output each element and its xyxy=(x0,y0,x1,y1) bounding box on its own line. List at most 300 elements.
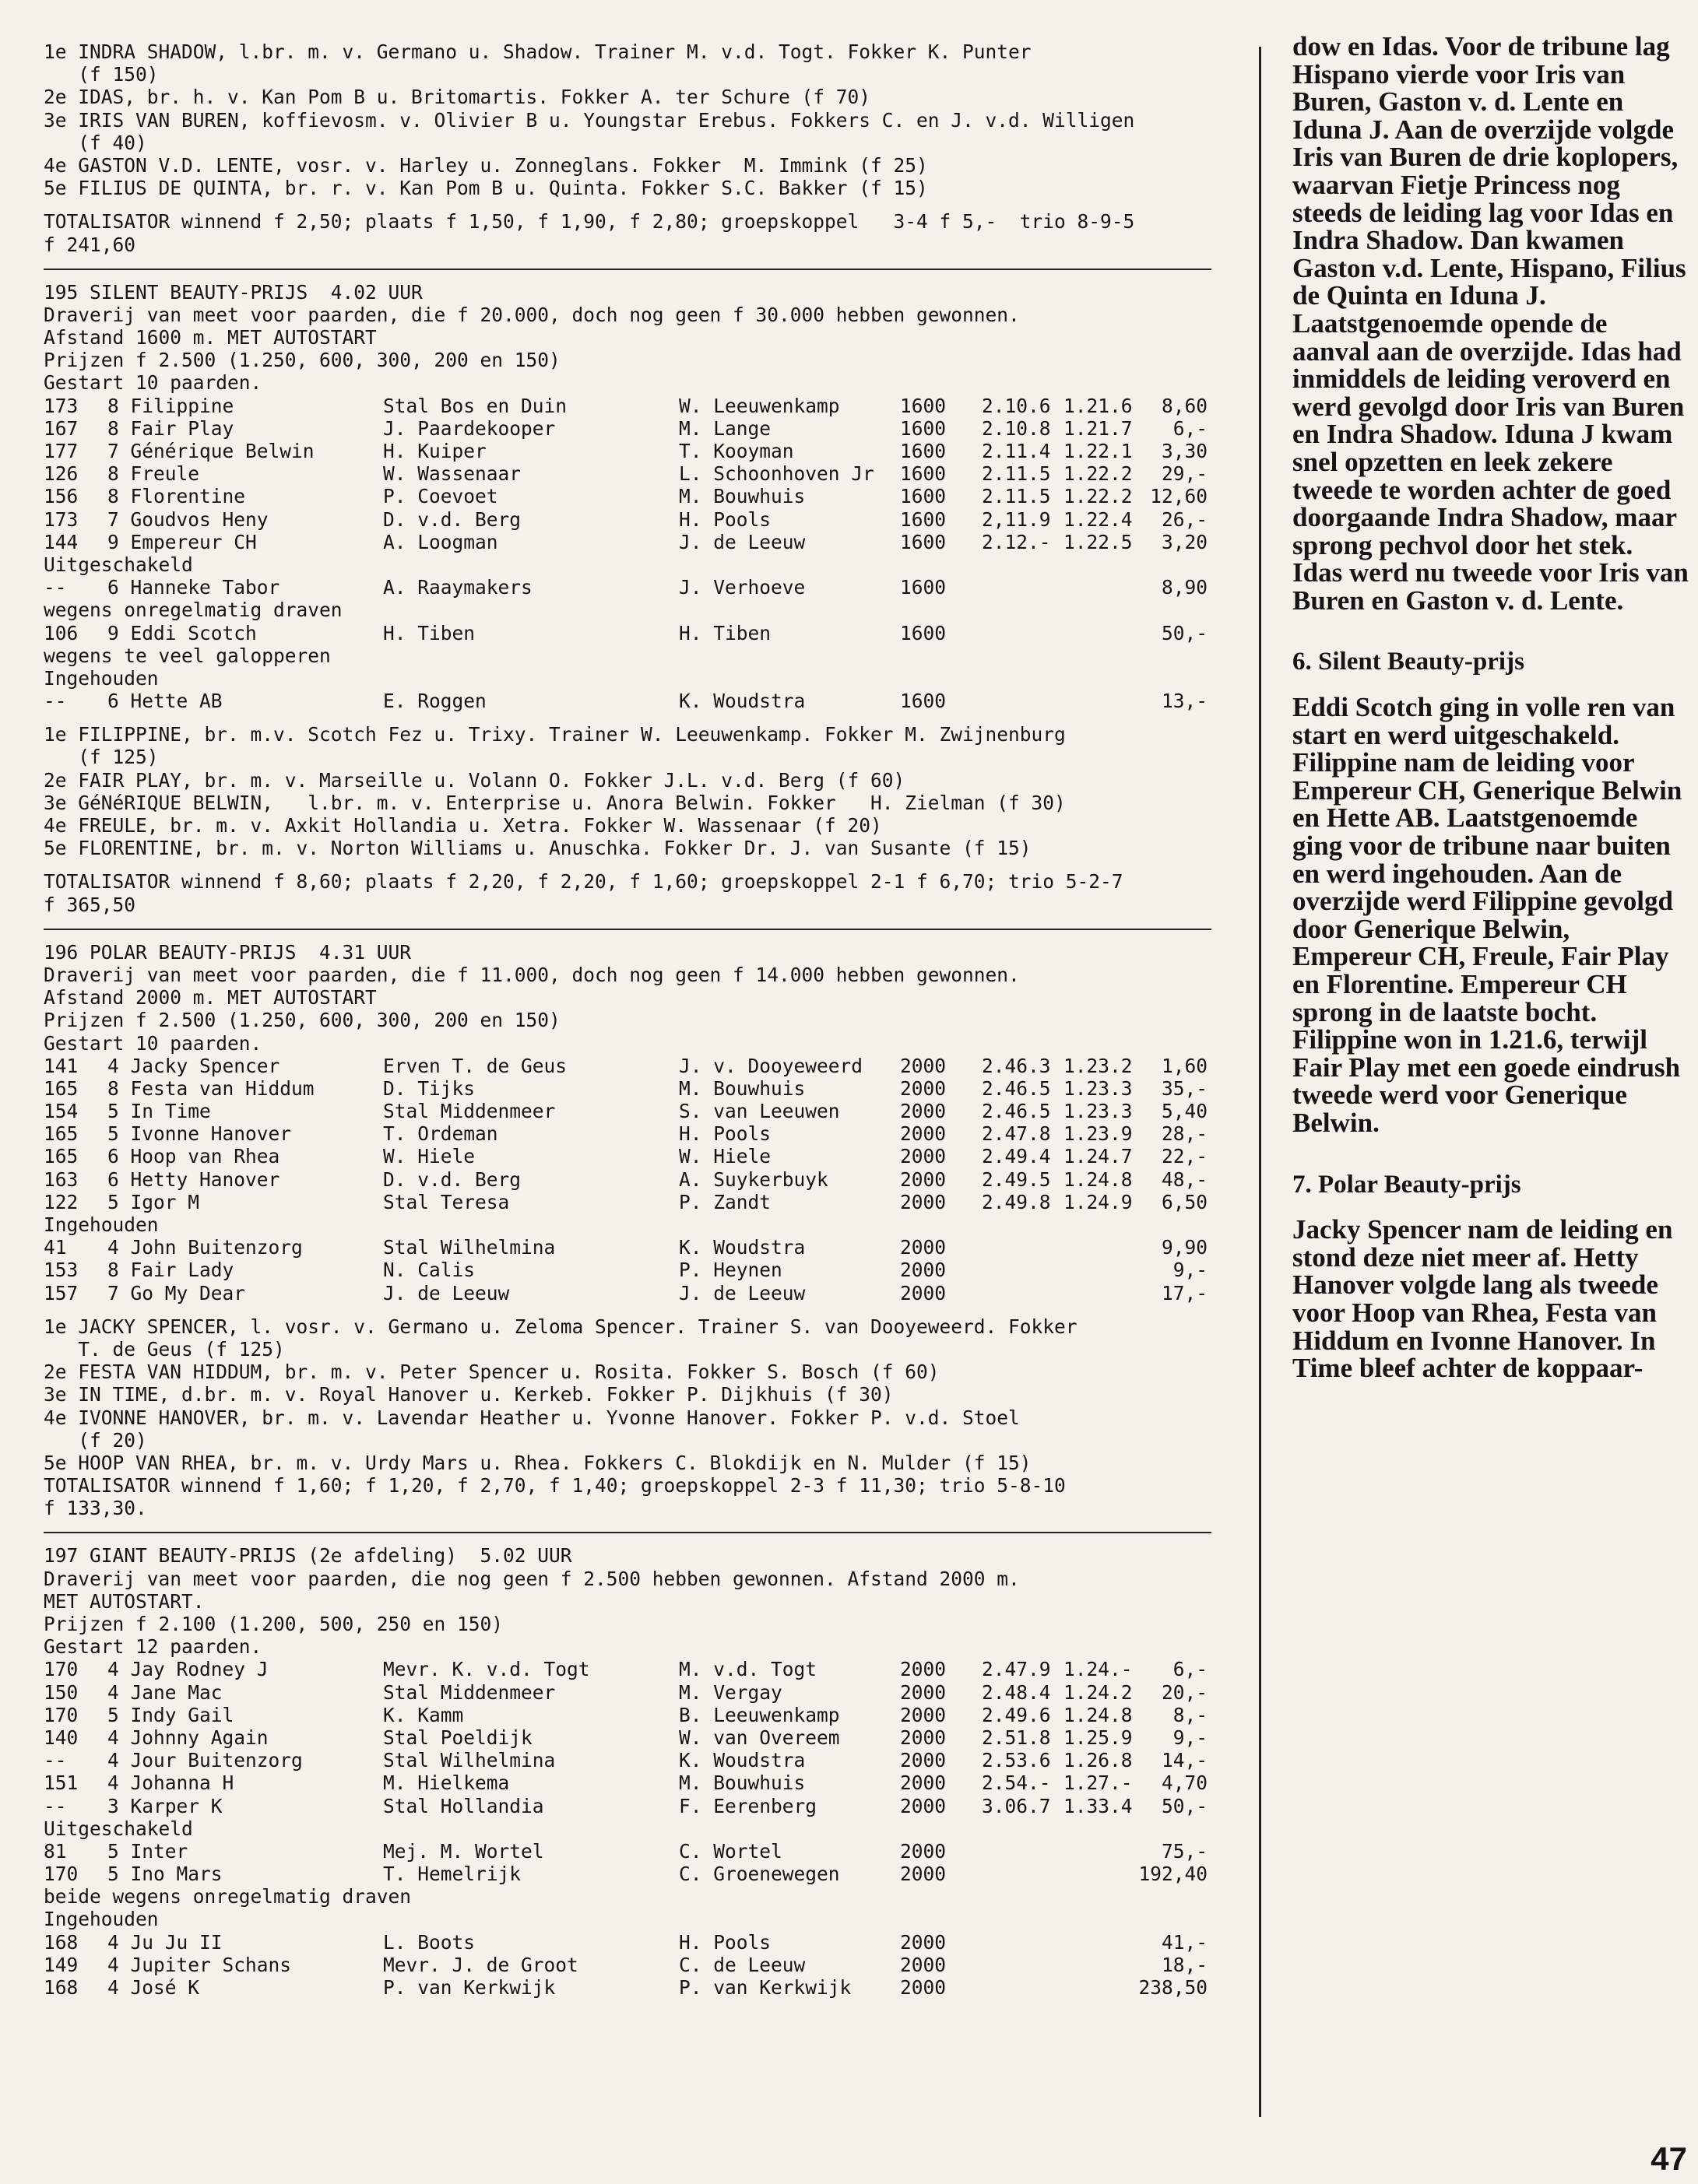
cell-km-time: 1.23.3 xyxy=(1063,1100,1133,1123)
cell-odds: 9,- xyxy=(1172,1726,1208,1749)
cell-km-time: 1.22.2 xyxy=(1063,462,1133,486)
result-line: 2e IDAS, br. h. v. Kan Pom B u. Britomartis. Fokker A. ter Schure (f 70) xyxy=(44,86,871,109)
cell-distance: 2000 xyxy=(900,1930,947,1954)
cell-driver: J. v. Dooyeweerd xyxy=(679,1054,863,1077)
cell-distance: 1600 xyxy=(900,416,947,440)
cell-odds: 3,30 xyxy=(1161,440,1208,462)
cell-horse: 4 Jane Mac xyxy=(107,1680,223,1704)
cell-horse: 8 Fair Play xyxy=(107,416,234,440)
cell-km-time: 1.24.2 xyxy=(1063,1680,1133,1704)
cell-driver: C. Groenewegen xyxy=(679,1863,840,1886)
divider xyxy=(44,269,1211,270)
cell-km-time: 1.22.1 xyxy=(1063,440,1133,462)
cell-start-number: -- xyxy=(44,1794,67,1817)
cell-odds: 75,- xyxy=(1161,1839,1208,1863)
cell-start-number: wegens onregelmatig draven xyxy=(44,599,343,622)
table-row xyxy=(44,395,1219,417)
cell-owner: W. Hiele xyxy=(383,1145,476,1168)
cell-owner: Stal Wilhelmina xyxy=(383,1236,556,1259)
divider xyxy=(44,1532,1211,1533)
race-header-line: Prijzen f 2.500 (1.250, 600, 300, 200 en 150) xyxy=(44,349,561,372)
cell-km-time: 1.23.9 xyxy=(1063,1122,1133,1146)
race-195-results xyxy=(44,723,1219,859)
cell-driver: J. de Leeuw xyxy=(679,1281,806,1304)
table-row xyxy=(44,1236,1219,1259)
cell-driver: H. Tiben xyxy=(679,621,772,644)
table-row xyxy=(44,1795,1219,1817)
table-row xyxy=(44,690,1219,712)
cell-time: 2.54.- xyxy=(982,1771,1051,1795)
cell-horse: 5 In Time xyxy=(107,1100,211,1123)
cell-distance: 2000 xyxy=(900,1259,947,1282)
cell-owner: Stal Wilhelmina xyxy=(383,1749,556,1772)
table-row xyxy=(44,1863,1219,1885)
race-header-line: Draverij van meet voor paarden, die f 20.000, doch nog geen f 30.000 hebben gewonnen. xyxy=(44,303,1020,326)
cell-start-number: 165 xyxy=(44,1076,79,1100)
cell-km-time: 1.21.7 xyxy=(1063,416,1133,440)
race-header-line: Prijzen f 2.500 (1.250, 600, 300, 200 en 150) xyxy=(44,1009,561,1032)
cell-horse: 8 Fair Lady xyxy=(107,1259,234,1282)
cell-start-number: 170 xyxy=(44,1703,79,1726)
table-row xyxy=(44,1954,1219,1976)
cell-driver: S. van Leeuwen xyxy=(679,1100,840,1123)
race-header-line: Afstand 2000 m. MET AUTOSTART xyxy=(44,986,377,1009)
race-header-line: Gestart 10 paarden. xyxy=(44,1031,262,1055)
result-line: 1e JACKY SPENCER, l. vosr. v. Germano u. Zeloma Spencer. Trainer S. van Dooyeweerd. Fokker xyxy=(44,1315,1078,1338)
cell-start-number: wegens te veel galopperen xyxy=(44,644,331,667)
cell-odds: 28,- xyxy=(1161,1122,1208,1146)
cell-start-number: 149 xyxy=(44,1953,79,1976)
cell-horse: 5 Ino Mars xyxy=(107,1863,223,1886)
cell-km-time: 1.24.9 xyxy=(1063,1190,1133,1213)
result-line: 3e GéNéRIQUE BELWIN, l.br. m. v. Enterprise u. Anora Belwin. Fokker H. Zielman (f 30) xyxy=(44,791,1066,814)
cell-time: 2.46.3 xyxy=(982,1054,1051,1077)
table-row xyxy=(44,553,1219,576)
race-header-line: 196 POLAR BEAUTY-PRIJS 4.31 UUR xyxy=(44,940,412,964)
table-row xyxy=(44,1681,1219,1704)
cell-start-number: Uitgeschakeld xyxy=(44,1817,193,1840)
cell-distance: 1600 xyxy=(900,690,947,713)
table-row xyxy=(44,1840,1219,1863)
result-line: 4e FREULE, br. m. v. Axkit Hollandia u. Xetra. Fokker W. Wassenaar (f 20) xyxy=(44,814,882,837)
table-row xyxy=(44,417,1219,440)
cell-distance: 2000 xyxy=(900,1236,947,1259)
cell-horse: 4 Jupiter Schans xyxy=(107,1953,292,1976)
cell-driver: M. Bouwhuis xyxy=(679,1076,806,1100)
cell-distance: 2000 xyxy=(900,1145,947,1168)
cell-distance: 2000 xyxy=(900,1281,947,1304)
cell-horse: 4 Jay Rodney J xyxy=(107,1658,269,1681)
cell-distance: 2000 xyxy=(900,1658,947,1681)
cell-start-number: 170 xyxy=(44,1658,79,1681)
table-row xyxy=(44,1931,1219,1954)
cell-time: 2,11.9 xyxy=(982,507,1051,531)
table-row xyxy=(44,1817,1219,1840)
cell-driver: M. Bouwhuis xyxy=(679,1771,806,1795)
cell-driver: M. Bouwhuis xyxy=(679,485,806,508)
cell-distance: 2000 xyxy=(900,1054,947,1077)
commentary-race-7: Jacky Spencer nam de leiding en stond deze niet meer af. Hetty Hanover volgde lang als tweede voor Hoop van Rhea, Festa van Hiddum en Ivonne Hanover. In Time bleef achter de koppaar- xyxy=(1292,1214,1673,1384)
cell-odds: 4,70 xyxy=(1161,1771,1208,1795)
cell-horse: 5 Indy Gail xyxy=(107,1703,234,1726)
cell-owner: H. Kuiper xyxy=(383,440,487,462)
cell-start-number: Uitgeschakeld xyxy=(44,553,193,576)
cell-odds: 238,50 xyxy=(1138,1976,1208,1999)
totalisator-line: TOTALISATOR winnend f 2,50; plaats f 1,50, f 1,90, f 2,80; groepskoppel 3-4 f 5,- trio 8-9-5 xyxy=(44,210,1135,233)
cell-horse: 4 Jour Buitenzorg xyxy=(107,1749,303,1772)
cell-start-number: 157 xyxy=(44,1281,79,1304)
cell-distance: 1600 xyxy=(900,576,947,599)
cell-odds: 12,60 xyxy=(1150,485,1208,508)
cell-odds: 8,- xyxy=(1172,1703,1208,1726)
table-row xyxy=(44,622,1219,644)
result-line: 5e FLORENTINE, br. m. v. Norton Williams u. Anuschka. Fokker Dr. J. van Susante (f 15) xyxy=(44,837,1032,860)
result-line: (f 150) xyxy=(44,63,159,86)
cell-time: 2.11.5 xyxy=(982,485,1051,508)
cell-owner: P. van Kerkwijk xyxy=(383,1976,556,1999)
cell-time: 2.49.5 xyxy=(982,1167,1051,1191)
cell-start-number: 140 xyxy=(44,1726,79,1749)
cell-owner: Stal Bos en Duin xyxy=(383,394,568,417)
cell-km-time: 1.33.4 xyxy=(1063,1794,1133,1817)
cell-horse: 7 Goudvos Heny xyxy=(107,507,269,531)
cell-driver: M. v.d. Togt xyxy=(679,1658,817,1681)
table-row xyxy=(44,1168,1219,1191)
cell-driver: J. de Leeuw xyxy=(679,530,806,553)
cell-horse: 4 Johnny Again xyxy=(107,1726,269,1749)
cell-km-time: 1.25.9 xyxy=(1063,1726,1133,1749)
cell-horse: 7 Go My Dear xyxy=(107,1281,246,1304)
cell-horse: 6 Hette AB xyxy=(107,690,223,713)
cell-start-number: 173 xyxy=(44,394,79,417)
totalisator-line: TOTALISATOR winnend f 1,60; f 1,20, f 2,70, f 1,40; groepskoppel 2-3 f 11,30; trio 5-8-10 xyxy=(44,1474,1066,1498)
table-row xyxy=(44,1885,1219,1908)
table-row xyxy=(44,1055,1219,1077)
table-row xyxy=(44,1771,1219,1794)
table-row xyxy=(44,440,1219,462)
result-line: 3e IRIS VAN BUREN, koffievosm. v. Olivier B u. Youngstar Erebus. Fokkers C. en J. v.d. Willigen xyxy=(44,108,1135,132)
table-row xyxy=(44,1749,1219,1771)
cell-owner: Stal Hollandia xyxy=(383,1794,544,1817)
cell-driver: K. Woudstra xyxy=(679,1236,806,1259)
race-header-line: Draverij van meet voor paarden, die f 11.000, doch nog geen f 14.000 hebben gewonnen. xyxy=(44,963,1020,986)
cell-odds: 29,- xyxy=(1161,462,1208,486)
cell-driver: A. Suykerbuyk xyxy=(679,1167,828,1191)
cell-horse: 8 Freule xyxy=(107,462,200,486)
cell-time: 2.11.5 xyxy=(982,462,1051,486)
race-196-results xyxy=(44,1315,1219,1474)
result-line: (f 125) xyxy=(44,746,159,769)
cell-distance: 2000 xyxy=(900,1976,947,1999)
cell-start-number: -- xyxy=(44,1749,67,1772)
cell-time: 2.48.4 xyxy=(982,1680,1051,1704)
cell-distance: 2000 xyxy=(900,1839,947,1863)
cell-distance: 2000 xyxy=(900,1190,947,1213)
cell-odds: 8,60 xyxy=(1161,394,1208,417)
cell-owner: Erven T. de Geus xyxy=(383,1054,568,1077)
cell-distance: 2000 xyxy=(900,1076,947,1100)
cell-start-number: 167 xyxy=(44,416,79,440)
cell-driver: H. Pools xyxy=(679,1122,772,1146)
cell-driver: T. Kooyman xyxy=(679,440,794,462)
race-header-line: MET AUTOSTART. xyxy=(44,1589,205,1613)
cell-horse: 8 Florentine xyxy=(107,485,246,508)
cell-odds: 6,50 xyxy=(1161,1190,1208,1213)
result-line: (f 20) xyxy=(44,1428,147,1452)
cell-distance: 1600 xyxy=(900,440,947,462)
cell-odds: 50,- xyxy=(1161,621,1208,644)
cell-start-number: beide wegens onregelmatig draven xyxy=(44,1885,412,1908)
table-row xyxy=(44,1282,1219,1304)
cell-distance: 2000 xyxy=(900,1953,947,1976)
cell-odds: 48,- xyxy=(1161,1167,1208,1191)
result-line: 2e FAIR PLAY, br. m. v. Marseille u. Volann O. Fokker J.L. v.d. Berg (f 60) xyxy=(44,768,905,792)
cell-horse: 3 Karper K xyxy=(107,1794,223,1817)
table-row xyxy=(44,599,1219,621)
table-row xyxy=(44,1077,1219,1100)
cell-owner: L. Boots xyxy=(383,1930,476,1954)
cell-distance: 2000 xyxy=(900,1122,947,1146)
cell-owner: J. de Leeuw xyxy=(383,1281,510,1304)
cell-odds: 22,- xyxy=(1161,1145,1208,1168)
cell-owner: Stal Middenmeer xyxy=(383,1100,556,1123)
cell-start-number: 106 xyxy=(44,621,79,644)
cell-start-number: Ingehouden xyxy=(44,1213,159,1236)
cell-time: 2.49.4 xyxy=(982,1145,1051,1168)
cell-driver: K. Woudstra xyxy=(679,690,806,713)
cell-owner: D. v.d. Berg xyxy=(383,1167,522,1191)
cell-driver: H. Pools xyxy=(679,507,772,531)
table-row xyxy=(44,1213,1219,1236)
cell-start-number: 150 xyxy=(44,1680,79,1704)
cell-odds: 35,- xyxy=(1161,1076,1208,1100)
cell-odds: 3,20 xyxy=(1161,530,1208,553)
table-row xyxy=(44,531,1219,553)
cell-driver: P. van Kerkwijk xyxy=(679,1976,852,1999)
cell-owner: M. Hielkema xyxy=(383,1771,510,1795)
result-line: 5e HOOP VAN RHEA, br. m. v. Urdy Mars u. Rhea. Fokkers C. Blokdijk en N. Mulder (f 15) xyxy=(44,1451,1032,1474)
cell-owner: Mej. M. Wortel xyxy=(383,1839,544,1863)
cell-start-number: 156 xyxy=(44,485,79,508)
cell-horse: 4 Johanna H xyxy=(107,1771,234,1795)
results-column xyxy=(44,40,1219,1999)
cell-start-number: -- xyxy=(44,690,67,713)
cell-distance: 2000 xyxy=(900,1863,947,1886)
cell-driver: C. Wortel xyxy=(679,1839,782,1863)
cell-driver: W. Hiele xyxy=(679,1145,772,1168)
cell-driver: B. Leeuwenkamp xyxy=(679,1703,840,1726)
cell-start-number: 168 xyxy=(44,1930,79,1954)
result-line: 1e FILIPPINE, br. m.v. Scotch Fez u. Trixy. Trainer W. Leeuwenkamp. Fokker M. Zwijnenburg xyxy=(44,723,1066,746)
race-195-header xyxy=(44,281,1219,395)
race-197-header xyxy=(44,1544,1219,1658)
cell-horse: 9 Eddi Scotch xyxy=(107,621,257,644)
cell-horse: 4 José K xyxy=(107,1976,200,1999)
column-divider xyxy=(1259,47,1261,2117)
cell-distance: 2000 xyxy=(900,1726,947,1749)
race-194-totalisator xyxy=(44,210,1219,255)
cell-owner: D. v.d. Berg xyxy=(383,507,522,531)
cell-odds: 26,- xyxy=(1161,507,1208,531)
totalisator-line: f 133,30. xyxy=(44,1497,147,1520)
cell-owner: D. Tijks xyxy=(383,1076,476,1100)
divider xyxy=(44,929,1211,930)
table-row xyxy=(44,1976,1219,1999)
cell-start-number: 165 xyxy=(44,1122,79,1146)
page-number: 47 xyxy=(1651,2140,1687,2177)
cell-driver: M. Lange xyxy=(679,416,772,440)
cell-start-number: 144 xyxy=(44,530,79,553)
cell-driver: W. Leeuwenkamp xyxy=(679,394,840,417)
race-header-line: Gestart 12 paarden. xyxy=(44,1635,262,1659)
cell-odds: 1,60 xyxy=(1161,1054,1208,1077)
cell-owner: Stal Teresa xyxy=(383,1190,510,1213)
cell-owner: N. Calis xyxy=(383,1259,476,1282)
cell-odds: 9,90 xyxy=(1161,1236,1208,1259)
result-line: T. de Geus (f 125) xyxy=(44,1337,285,1361)
cell-owner: Mevr. J. de Groot xyxy=(383,1953,578,1976)
cell-horse: 4 Jacky Spencer xyxy=(107,1054,280,1077)
cell-start-number: 173 xyxy=(44,507,79,531)
cell-horse: 5 Ivonne Hanover xyxy=(107,1122,292,1146)
cell-time: 2.47.9 xyxy=(982,1658,1051,1681)
race-196-totalisator xyxy=(44,1474,1219,1519)
table-row xyxy=(44,667,1219,690)
race-header-line: 195 SILENT BEAUTY-PRIJS 4.02 UUR xyxy=(44,280,423,304)
cell-odds: 8,90 xyxy=(1161,576,1208,599)
race-194-results xyxy=(44,40,1219,199)
cell-start-number: 153 xyxy=(44,1259,79,1282)
section-heading-6: 6. Silent Beauty-prijs xyxy=(1292,648,1524,676)
cell-owner: Mevr. K. v.d. Togt xyxy=(383,1658,590,1681)
cell-owner: W. Wassenaar xyxy=(383,462,522,486)
cell-distance: 2000 xyxy=(900,1703,947,1726)
result-line: 2e FESTA VAN HIDDUM, br. m. v. Peter Spencer u. Rosita. Fokker S. Bosch (f 60) xyxy=(44,1361,940,1384)
cell-odds: 41,- xyxy=(1161,1930,1208,1954)
race-header-line: Prijzen f 2.100 (1.200, 500, 250 en 150) xyxy=(44,1613,504,1635)
cell-km-time: 1.22.2 xyxy=(1063,485,1133,508)
cell-owner: J. Paardekooper xyxy=(383,416,556,440)
cell-owner: T. Hemelrijk xyxy=(383,1863,522,1886)
cell-owner: Stal Poeldijk xyxy=(383,1726,533,1749)
cell-distance: 2000 xyxy=(900,1680,947,1704)
cell-start-number: 126 xyxy=(44,462,79,486)
cell-start-number: 122 xyxy=(44,1190,79,1213)
cell-km-time: 1.24.7 xyxy=(1063,1145,1133,1168)
table-row xyxy=(44,1122,1219,1145)
cell-driver: W. van Overeem xyxy=(679,1726,840,1749)
table-row xyxy=(44,508,1219,531)
cell-km-time: 1.24.- xyxy=(1063,1658,1133,1681)
race-195-totalisator xyxy=(44,870,1219,915)
cell-start-number: 81 xyxy=(44,1839,67,1863)
table-row xyxy=(44,1100,1219,1122)
cell-driver: H. Pools xyxy=(679,1930,772,1954)
race-header-line: Afstand 1600 m. MET AUTOSTART xyxy=(44,326,377,349)
cell-km-time: 1.21.6 xyxy=(1063,394,1133,417)
cell-odds: 20,- xyxy=(1161,1680,1208,1704)
race-197-table xyxy=(44,1658,1219,1999)
cell-odds: 18,- xyxy=(1161,1953,1208,1976)
table-row xyxy=(44,485,1219,507)
cell-owner: H. Tiben xyxy=(383,621,476,644)
result-line: 4e IVONNE HANOVER, br. m. v. Lavendar Heather u. Yvonne Hanover. Fokker P. v.d. Stoel xyxy=(44,1406,1020,1429)
cell-distance: 2000 xyxy=(900,1771,947,1795)
cell-owner: A. Loogman xyxy=(383,530,498,553)
cell-driver: L. Schoonhoven Jr xyxy=(679,462,874,486)
cell-time: 2.46.5 xyxy=(982,1100,1051,1123)
table-row xyxy=(44,462,1219,485)
cell-driver: J. Verhoeve xyxy=(679,576,806,599)
totalisator-line: f 241,60 xyxy=(44,233,136,256)
cell-owner: E. Roggen xyxy=(383,690,487,713)
cell-horse: 8 Filippine xyxy=(107,394,234,417)
cell-start-number: 154 xyxy=(44,1100,79,1123)
cell-driver: P. Zandt xyxy=(679,1190,772,1213)
totalisator-line: TOTALISATOR winnend f 8,60; plaats f 2,20, f 2,20, f 1,60; groepskoppel 2-1 f 6,70; trio 5-2-7 xyxy=(44,870,1123,894)
result-line: (f 40) xyxy=(44,131,147,154)
cell-owner: K. Kamm xyxy=(383,1703,464,1726)
cell-horse: 4 John Buitenzorg xyxy=(107,1236,303,1259)
cell-distance: 2000 xyxy=(900,1749,947,1772)
cell-horse: 9 Empereur CH xyxy=(107,530,257,553)
race-header-line: Gestart 10 paarden. xyxy=(44,371,262,395)
cell-horse: 6 Hetty Hanover xyxy=(107,1167,280,1191)
commentary-race-6: Eddi Scotch ging in volle ren van start en werd uitgeschakeld. Filippine nam de leiding voor Empereur CH, Generique Belwin en Hette AB. Laatstgenoemde ging voor de tribune naar buiten en werd ingehouden. Aan de overzijde werd Filippine gevolgd door Generique Belwin, Empereur CH, Freule, Fair Play en Florentine. Empereur CH sprong in de laatste bocht. Filippine won in 1.21.6, terwijl Fair Play met een goede eindrush tweede werd voor Generique Belwin. xyxy=(1292,692,1682,1138)
table-row xyxy=(44,1259,1219,1281)
cell-driver: K. Woudstra xyxy=(679,1749,806,1772)
cell-owner: A. Raaymakers xyxy=(383,576,533,599)
cell-start-number: 165 xyxy=(44,1145,79,1168)
cell-start-number: 163 xyxy=(44,1167,79,1191)
cell-time: 2.47.8 xyxy=(982,1122,1051,1146)
result-line: 3e IN TIME, d.br. m. v. Royal Hanover u. Kerkeb. Fokker P. Dijkhuis (f 30) xyxy=(44,1383,894,1406)
cell-km-time: 1.23.2 xyxy=(1063,1054,1133,1077)
cell-km-time: 1.27.- xyxy=(1063,1771,1133,1795)
cell-start-number: 170 xyxy=(44,1863,79,1886)
cell-odds: 192,40 xyxy=(1138,1863,1208,1886)
cell-horse: 5 Igor M xyxy=(107,1190,200,1213)
cell-time: 2.12.- xyxy=(982,530,1051,553)
cell-start-number: 177 xyxy=(44,440,79,462)
cell-horse: 5 Inter xyxy=(107,1839,188,1863)
commentary-intro: dow en Idas. Voor de tribune lag Hispano vierde voor Iris van Buren, Gaston v. d. Lente en Iduna J. Aan de overzijde volgde Iris van Buren de drie koplopers, waarvan Fietje Princess nog steeds de leiding lag voor Idas en Indra Shadow. Dan kwamen Gaston v.d. Lente, Hispano, Filius de Quinta en Iduna J. Laatstgenoemde opende de aanval aan de overzijde. Idas had inmiddels de leiding veroverd en werd gevolgd door Iris van Buren en Indra Shadow. Iduna J kwam snel opzetten en leek zekere tweede te worden achter de goed doorgaande Indra Shadow, maar sprong pechvol door het stek. Idas werd nu tweede voor Iris van Buren en Gaston v. d. Lente. xyxy=(1292,31,1689,616)
cell-start-number: Ingehouden xyxy=(44,1908,159,1931)
cell-driver: F. Eerenberg xyxy=(679,1794,817,1817)
table-row xyxy=(44,1191,1219,1213)
cell-driver: M. Vergay xyxy=(679,1680,782,1704)
cell-start-number: 168 xyxy=(44,1976,79,1999)
cell-distance: 1600 xyxy=(900,394,947,417)
cell-time: 2.10.6 xyxy=(982,394,1051,417)
cell-distance: 2000 xyxy=(900,1100,947,1123)
result-line: 4e GASTON V.D. LENTE, vosr. v. Harley u. Zonneglans. Fokker M. Immink (f 25) xyxy=(44,153,928,177)
cell-odds: 5,40 xyxy=(1161,1100,1208,1123)
cell-distance: 1600 xyxy=(900,485,947,508)
cell-odds: 14,- xyxy=(1161,1749,1208,1772)
cell-owner: P. Coevoet xyxy=(383,485,498,508)
cell-start-number: Ingehouden xyxy=(44,666,159,690)
cell-start-number: 151 xyxy=(44,1771,79,1795)
cell-horse: 6 Hoop van Rhea xyxy=(107,1145,280,1168)
cell-time: 2.51.8 xyxy=(982,1726,1051,1749)
cell-odds: 9,- xyxy=(1172,1259,1208,1282)
cell-owner: Stal Middenmeer xyxy=(383,1680,556,1704)
cell-km-time: 1.22.4 xyxy=(1063,507,1133,531)
cell-horse: 4 Ju Ju II xyxy=(107,1930,223,1954)
cell-horse: 6 Hanneke Tabor xyxy=(107,576,280,599)
section-heading-7: 7. Polar Beauty-prijs xyxy=(1292,1170,1521,1199)
